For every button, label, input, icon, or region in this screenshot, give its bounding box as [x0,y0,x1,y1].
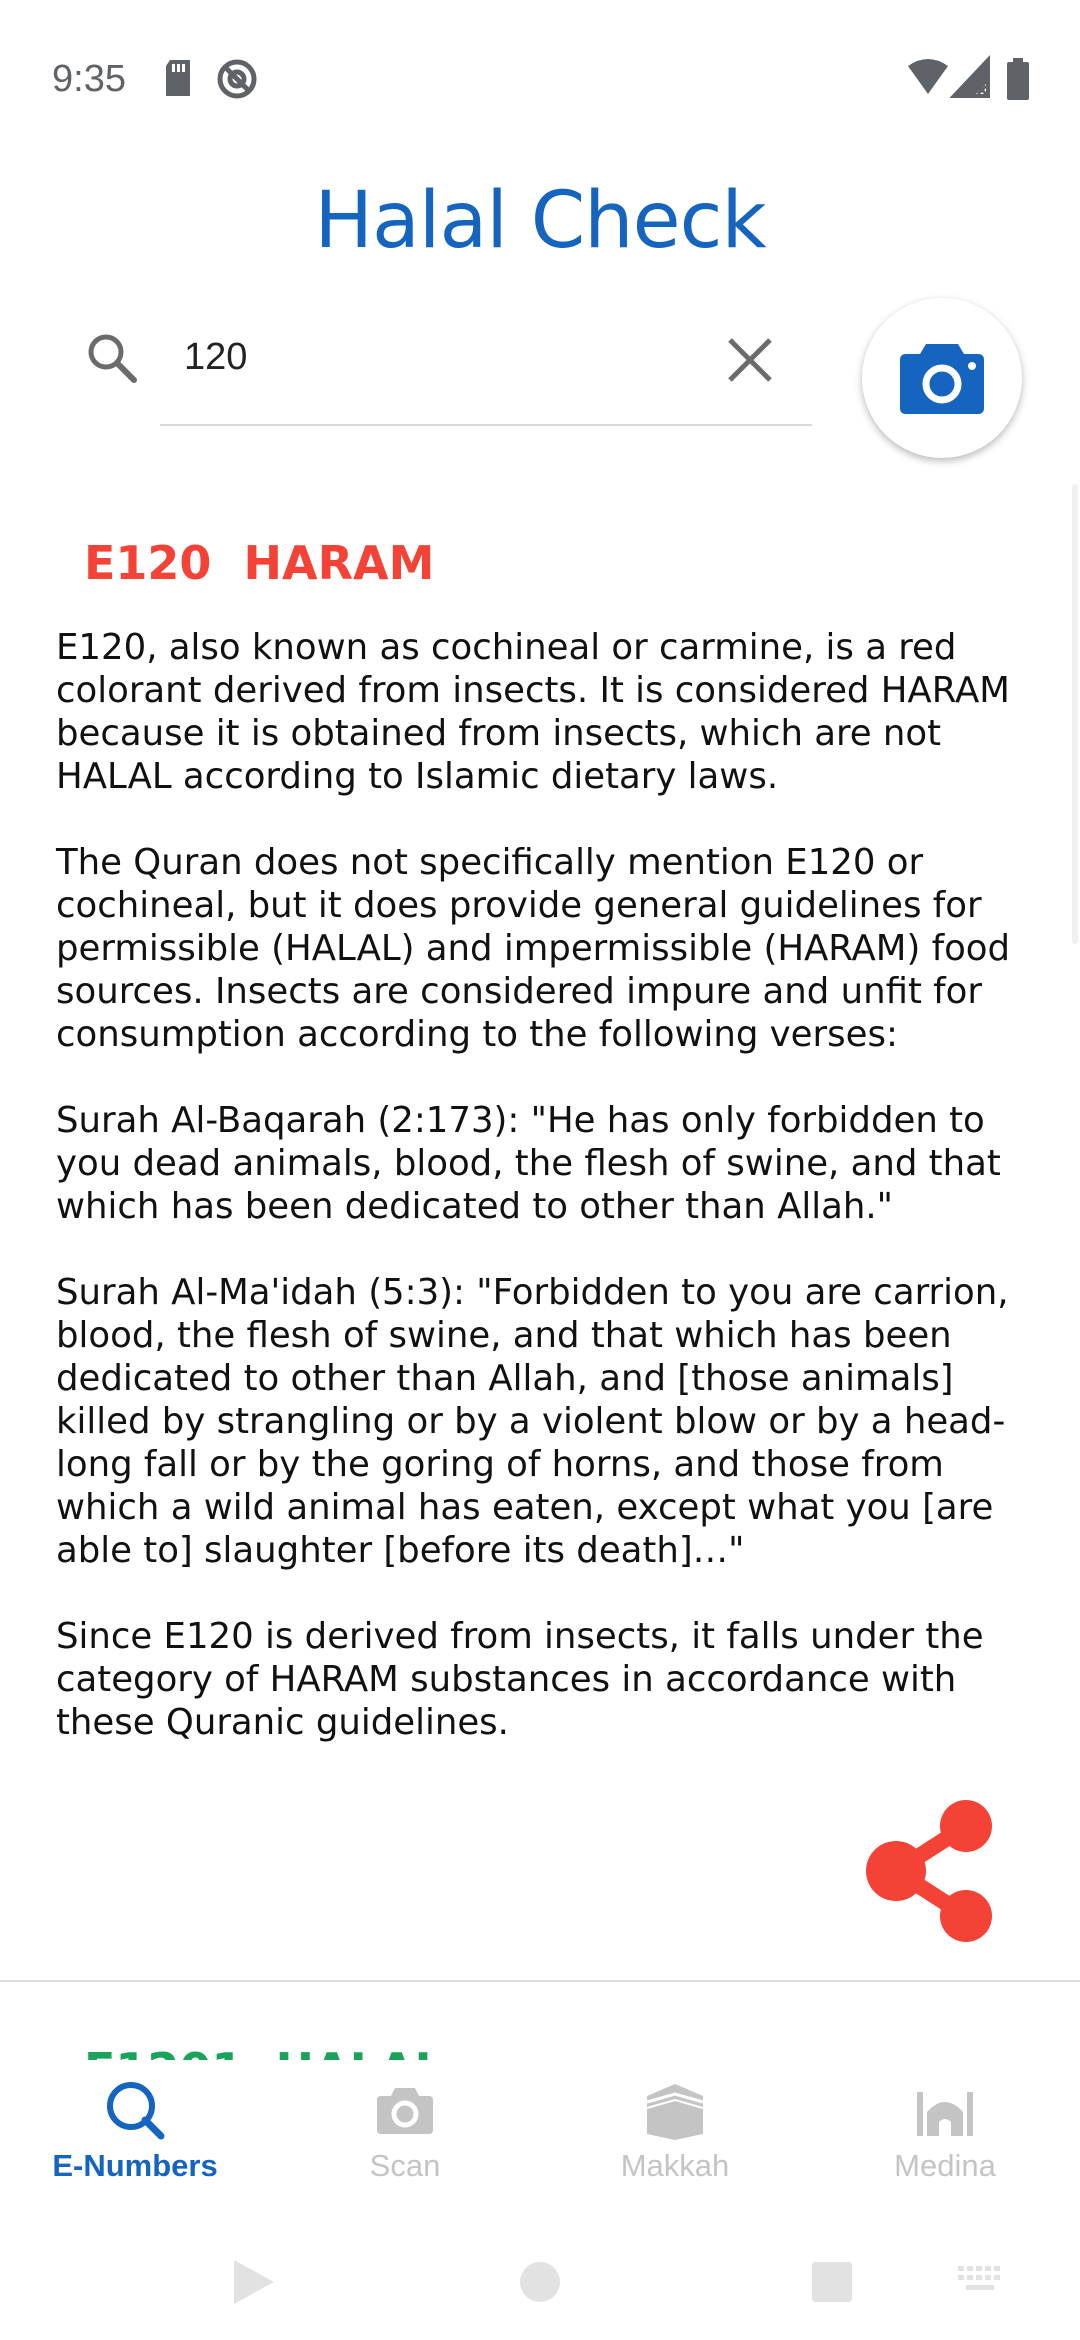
wifi-icon [906,58,950,98]
search-input[interactable]: 120 [184,336,248,378]
keyboard-icon[interactable] [958,2266,1002,2296]
result-paragraph: E120, also known as cochineal or carmine, is a red colorant derived from insects. It is considered HARAM because it is obtained from insects, which are not HALAL according to Islamic dietary laws. [56,627,1010,797]
camera-icon [898,340,986,416]
camera-icon [373,2078,437,2142]
nav-item-makkah[interactable] [540,2060,810,2210]
sd-card-icon [162,58,194,98]
camera-button[interactable] [862,298,1022,458]
clear-icon[interactable] [724,334,776,386]
status-time: 9:35 [52,58,126,100]
result-paragraph: The Quran does not specifically mention E120 or cochineal, but it does provide general guidelines for permissible (HALAL) and impermissible (HARAM) food sources. Insects are considered impure and unfit for consumption according to the following verses: [56,842,1011,1055]
nav-label: E-Numbers [52,2148,218,2183]
nav-item-e-numbers[interactable] [0,2060,270,2210]
result-code: E120 HARAM [84,536,435,590]
mosque-icon [913,2078,977,2142]
battery-icon [1006,58,1030,100]
app-title: Halal Check [314,176,766,266]
kaaba-icon [643,2078,707,2142]
result-paragraph: Surah Al-Ma'idah (5:3): "Forbidden to you are carrion, blood, the flesh of swine, and that which has been dedicated to other than Allah, and [those animals] killed by strangling or by a violent blow or by a head-long fall or by the goring of horns, and those from which a wild animal has eaten, except what you [are able to] slaughter [before its death]…" [56,1272,1009,1571]
result-paragraph: Surah Al-Baqarah (2:173): "He has only forbidden to you dead animals, blood, the flesh of swine, and that which has been dedicated to other than Allah." [56,1100,1001,1227]
at-sign-icon [216,58,258,100]
nav-item-medina[interactable] [810,2060,1080,2210]
bottom-navigation [0,2060,1080,2210]
share-icon[interactable] [862,1796,998,1946]
signal-icon [952,58,992,98]
next-result-code [84,2040,444,2058]
nav-item-scan[interactable] [270,2060,540,2210]
status-bar [0,0,1080,160]
nav-label: Medina [894,2148,996,2183]
result-paragraph: Since E120 is derived from insects, it falls under the category of HARAM substances in accordance with these Quranic guidelines. [56,1616,984,1743]
home-icon[interactable] [518,2260,562,2304]
result-description [56,626,1026,1787]
scrollbar[interactable] [1072,484,1078,944]
search-icon [103,2078,167,2142]
nav-label: Scan [369,2148,441,2183]
back-icon[interactable] [228,2256,278,2306]
search-underline [160,424,812,426]
search-icon [84,330,142,388]
divider [0,1980,1080,1982]
nav-label: Makkah [620,2148,730,2183]
system-navigation-bar [0,2220,1080,2340]
recents-icon[interactable] [810,2260,854,2304]
